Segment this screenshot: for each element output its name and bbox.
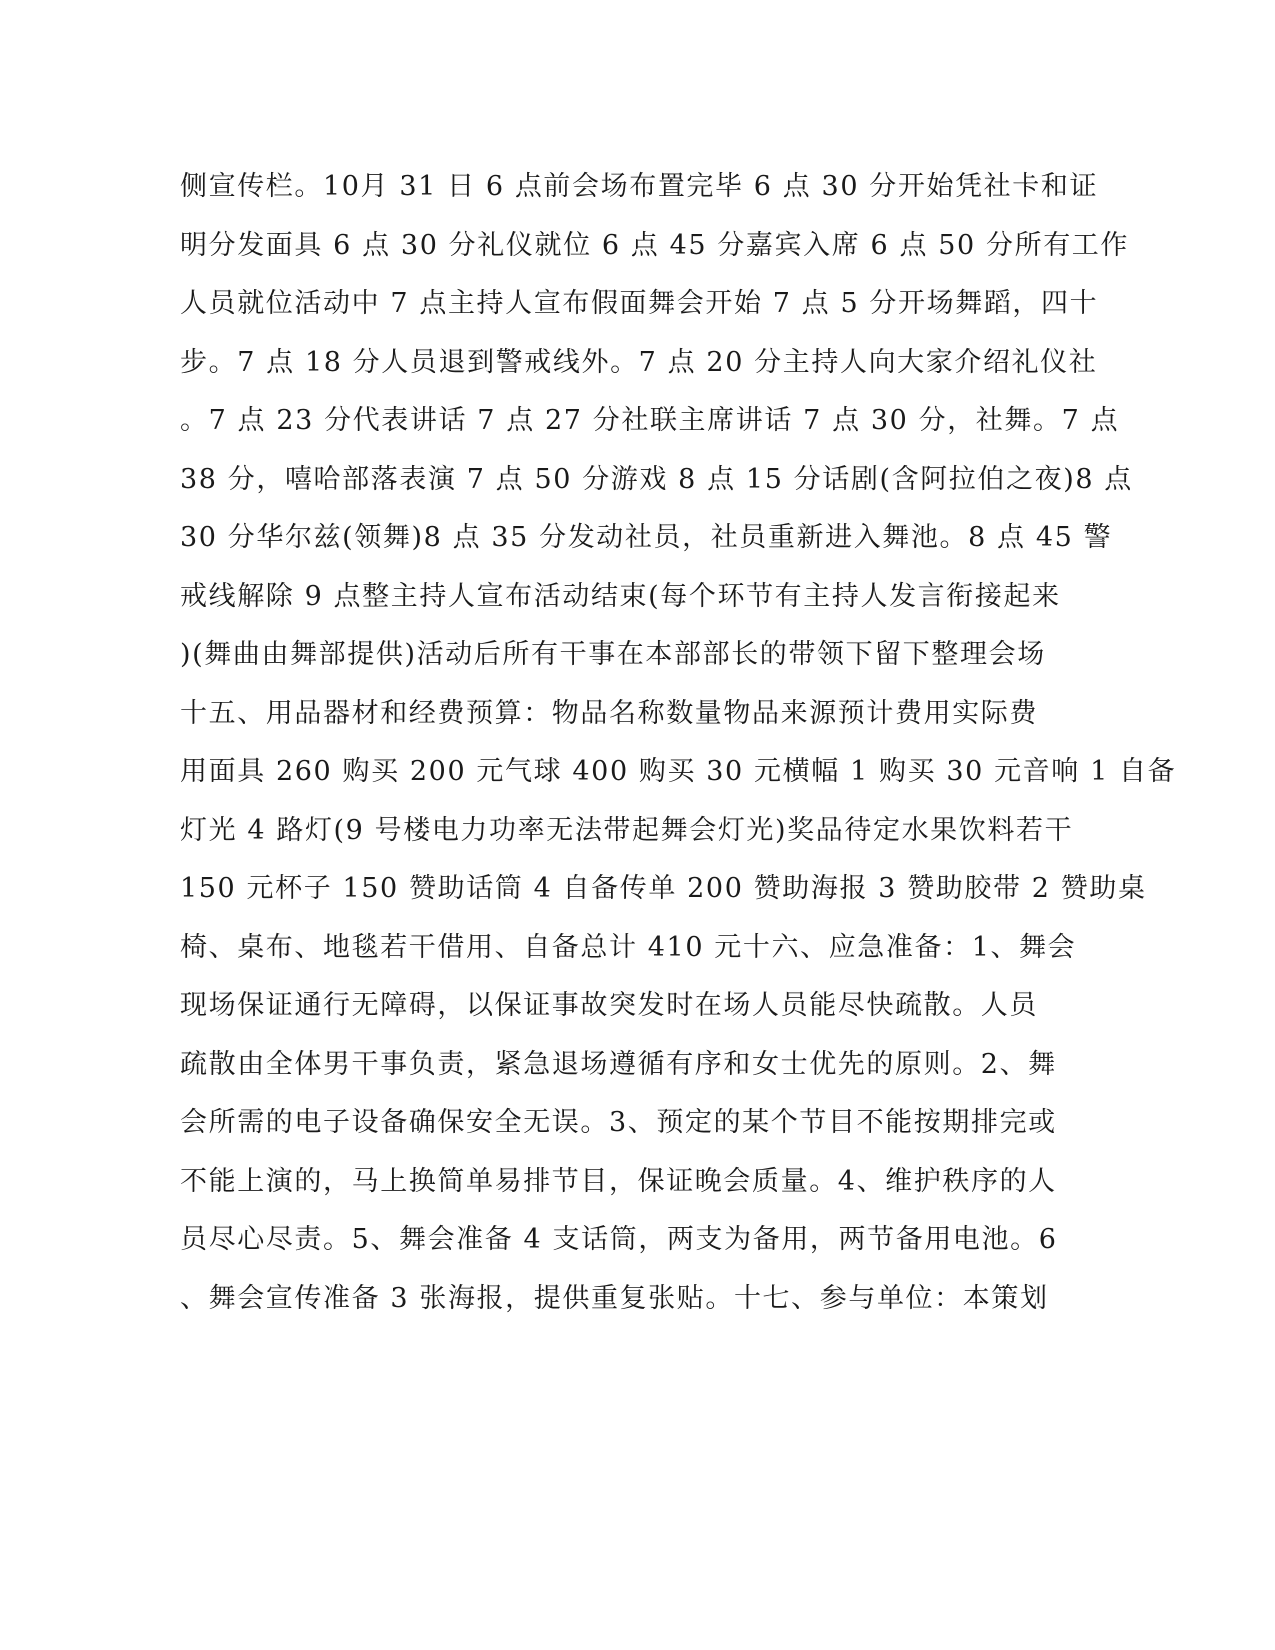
text-line: 疏散由全体男干事负责，紧急退场遵循有序和女士优先的原则。2、舞 [180,1048,1057,1080]
text-line: 十五、用品器材和经费预算：物品名称数量物品来源预计费用实际费 [180,697,1038,729]
text-line: 戒线解除 9 点整主持人宣布活动结束(每个环节有主持人发言衔接起来 [180,580,1061,612]
text-line: 步。7 点 18 分人员退到警戒线外。7 点 20 分主持人向大家介绍礼仪社 [180,346,1098,378]
text-line: 灯光 4 路灯(9 号楼电力功率无法带起舞会灯光)奖品待定水果饮料若干 [180,814,1074,846]
text-line: 150 元杯子 150 赞助话筒 4 自备传单 200 赞助海报 3 赞助胶带 2 赞助桌 [180,873,1147,904]
text-line: 。7 点 23 分代表讲话 7 点 27 分社联主席讲话 7 点 30 分，社舞。7 点 [180,405,1120,436]
text-line: 椅、桌布、地毯若干借用、自备总计 410 元十六、应急准备：1、舞会 [180,931,1077,963]
text-line: 会所需的电子设备确保安全无误。3、预定的某个节目不能按期排完或 [180,1107,1057,1138]
document-body [180,158,1177,1328]
text-line: 30 分华尔兹(领舞)8 点 35 分发动社员，社员重新进入舞池。8 点 45 警 [180,522,1113,553]
text-line: 侧宣传栏。10月 31 日 6 点前会场布置完毕 6 点 30 分开始凭社卡和证 [180,171,1099,202]
text-line: 用面具 260 购买 200 元气球 400 购买 30 元横幅 1 购买 30 元音响 1 自备 [180,756,1177,787]
text-line: 员尽心尽责。5、舞会准备 4 支话筒，两支为备用，两节备用电池。6 [180,1224,1058,1255]
text-line: 明分发面具 6 点 30 分礼仪就位 6 点 45 分嘉宾入席 6 点 50 分所有工作 [180,229,1129,261]
text-line: 不能上演的，马上换简单易排节目，保证晚会质量。4、维护秩序的人 [180,1165,1057,1197]
text-line: 38 分，嘻哈部落表演 7 点 50 分游戏 8 点 15 分话剧(含阿拉伯之夜)8 点 [180,463,1133,495]
text-line: 、舞会宣传准备 3 张海报，提供重复张贴。十七、参与单位：本策划 [180,1282,1049,1314]
text-line: )(舞曲由舞部提供)活动后所有干事在本部部长的带领下留下整理会场 [180,639,1046,670]
text-line: 人员就位活动中 7 点主持人宣布假面舞会开始 7 点 5 分开场舞蹈，四十 [180,288,1099,319]
text-line: 现场保证通行无障碍，以保证事故突发时在场人员能尽快疏散。人员 [180,990,1038,1021]
